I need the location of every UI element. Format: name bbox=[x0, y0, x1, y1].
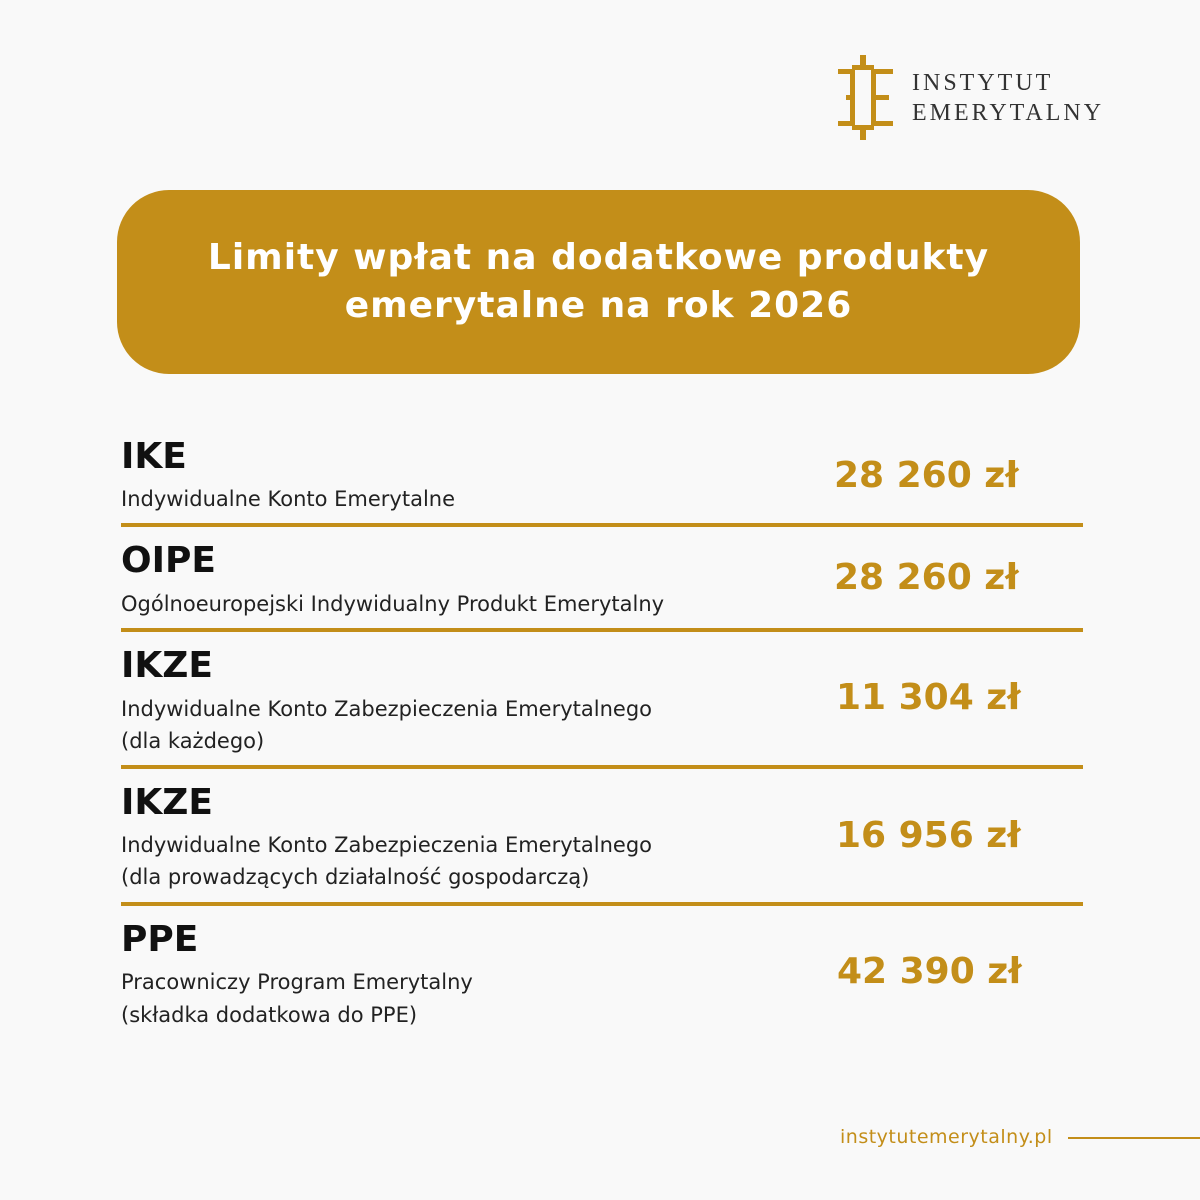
product-code: IKZE bbox=[121, 645, 213, 686]
product-description: Ogólnoeuropejski Indywidualny Produkt Emerytalny bbox=[121, 592, 665, 616]
title-banner bbox=[117, 190, 1080, 374]
product-description-line2: (dla każdego) bbox=[121, 729, 265, 753]
product-code: PPE bbox=[121, 919, 199, 960]
product-amount: 42 390 zł bbox=[837, 951, 1022, 992]
product-description-line1: Pracowniczy Program Emerytalny bbox=[121, 970, 473, 994]
product-code: IKZE bbox=[121, 782, 213, 823]
product-row-ikze-general bbox=[121, 646, 1083, 761]
product-code: OIPE bbox=[121, 540, 216, 581]
product-amount: 28 260 zł bbox=[834, 455, 1019, 496]
brand-logo bbox=[838, 55, 1104, 140]
product-code: IKE bbox=[121, 436, 187, 477]
product-amount: 11 304 zł bbox=[836, 677, 1021, 718]
product-description-line2: (składka dodatkowa do PPE) bbox=[121, 1003, 418, 1027]
product-amount: 16 956 zł bbox=[836, 815, 1021, 856]
product-row-ppe bbox=[121, 920, 1083, 1035]
product-row-ikze-business bbox=[121, 783, 1083, 898]
row-divider bbox=[121, 628, 1083, 632]
footer-decorative-line bbox=[1068, 1137, 1200, 1139]
product-row-oipe bbox=[121, 541, 1083, 626]
product-row-ike bbox=[121, 437, 1083, 522]
product-description-line1: Indywidualne Konto Zabezpieczenia Emerytalnego bbox=[121, 697, 652, 721]
product-description-line1: Indywidualne Konto Zabezpieczenia Emerytalnego bbox=[121, 833, 652, 857]
row-divider bbox=[121, 902, 1083, 906]
row-divider bbox=[121, 523, 1083, 527]
ie-monogram-icon bbox=[838, 55, 894, 140]
product-description-line2: (dla prowadzących działalność gospodarczą) bbox=[121, 865, 590, 889]
brand-name bbox=[912, 68, 1104, 128]
product-amount: 28 260 zł bbox=[834, 557, 1019, 598]
page-title: Limity wpłat na dodatkowe produkty emerytalne na rok 2026 bbox=[207, 237, 990, 326]
brand-name-line1: INSTYTUT bbox=[912, 69, 1054, 96]
brand-name-line2: EMERYTALNY bbox=[912, 99, 1105, 126]
footer-url-link[interactable]: instytutemerytalny.pl bbox=[840, 1126, 1053, 1148]
row-divider bbox=[121, 765, 1083, 769]
product-description: Indywidualne Konto Emerytalne bbox=[121, 487, 456, 511]
